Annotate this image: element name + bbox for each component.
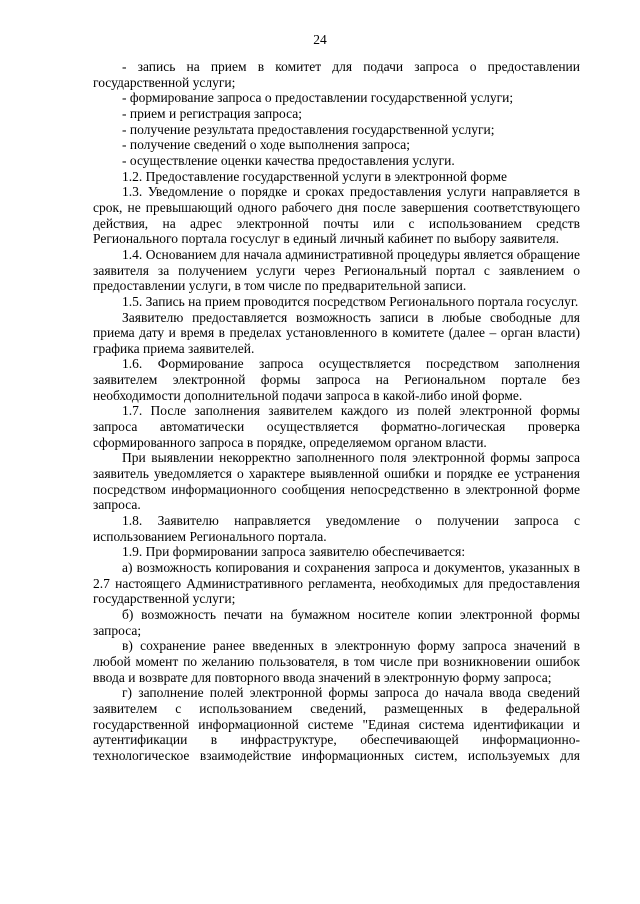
page-number: 24	[313, 32, 327, 47]
document-body	[93, 59, 580, 764]
paragraph: 1.7. После заполнения заявителем каждого из полей электронной формы запроса автоматически осуществляется форматно-логическая проверка сформированного запроса в порядке, определяемом органом власти.	[93, 403, 580, 450]
paragraph: 1.3. Уведомление о порядке и сроках предоставления услуги направляется в срок, не превышающий одного рабочего дня после завершения соответствующего действия, на адрес электронной почты или с использованием средств Регионального портала госуслуг в единый личный кабинет по выбору заявителя.	[93, 184, 580, 247]
paragraph: - формирование запроса о предоставлении государственной услуги;	[122, 90, 514, 106]
paragraph: - запись на прием в комитет для подачи запроса о предоставлении государственной услуги;	[93, 59, 580, 90]
paragraph: 1.4. Основанием для начала административной процедуры является обращение заявителя за получением услуги через Региональный портал с заявлением о предоставлении услуги, в том числе по предварительной записи.	[93, 246, 580, 294]
paragraph: 1.5. Запись на прием проводится посредством Регионального портала госуслуг.	[122, 293, 579, 309]
paragraph: г) заполнение полей электронной формы запроса до начала ввода сведений заявителем с использованием сведений, размещенных в федеральной государственной информационной системе "Единая система идентификации и аутентификации в инфраструктуре, обеспечивающей информационно-технологическое взаимодействие информационных систем, используемых для	[93, 685, 580, 763]
paragraph: - получение результата предоставления государственной услуги;	[122, 121, 495, 137]
paragraph: При выявлении некорректно заполненного поля электронной формы запроса заявитель уведомляется о характере выявленной ошибки и порядке ее устранения посредством информационного сообщения непосредственно в электронной форме запроса.	[93, 450, 580, 513]
paragraph: - осуществление оценки качества предоставления услуги.	[122, 152, 455, 168]
paragraph: - прием и регистрация запроса;	[122, 105, 303, 121]
paragraph: 1.6. Формирование запроса осуществляется посредством заполнения заявителем электронной формы запроса на Региональном портале без необходимости дополнительной подачи запроса в какой-либо иной форме.	[93, 356, 580, 403]
paragraph: 1.2. Предоставление государственной услуги в электронной форме	[122, 168, 507, 184]
paragraph: 1.8. Заявителю направляется уведомление о получении запроса с использованием Регионального портала.	[93, 513, 580, 544]
paragraph: в) сохранение ранее введенных в электронную форму запроса значений в любой момент по желанию пользователя, в том числе при возникновении ошибок ввода и возврате для повторного ввода значений в электронную форму запроса;	[93, 638, 580, 685]
paragraph: б) возможность печати на бумажном носителе копии электронной формы запроса;	[93, 606, 580, 638]
paragraph: - получение сведений о ходе выполнения запроса;	[122, 137, 411, 153]
paragraph: Заявителю предоставляется возможность записи в любые свободные для приема дату и время в пределах установленного в комитете (далее – орган власти) графика приема заявителей.	[93, 309, 580, 356]
paragraph: 1.9. При формировании запроса заявителю обеспечивается:	[122, 544, 466, 560]
paragraph: а) возможность копирования и сохранения запроса и документов, указанных в 2.7 настоящего Административного регламента, необходимых для предоставления государственной услуги;	[93, 560, 580, 607]
